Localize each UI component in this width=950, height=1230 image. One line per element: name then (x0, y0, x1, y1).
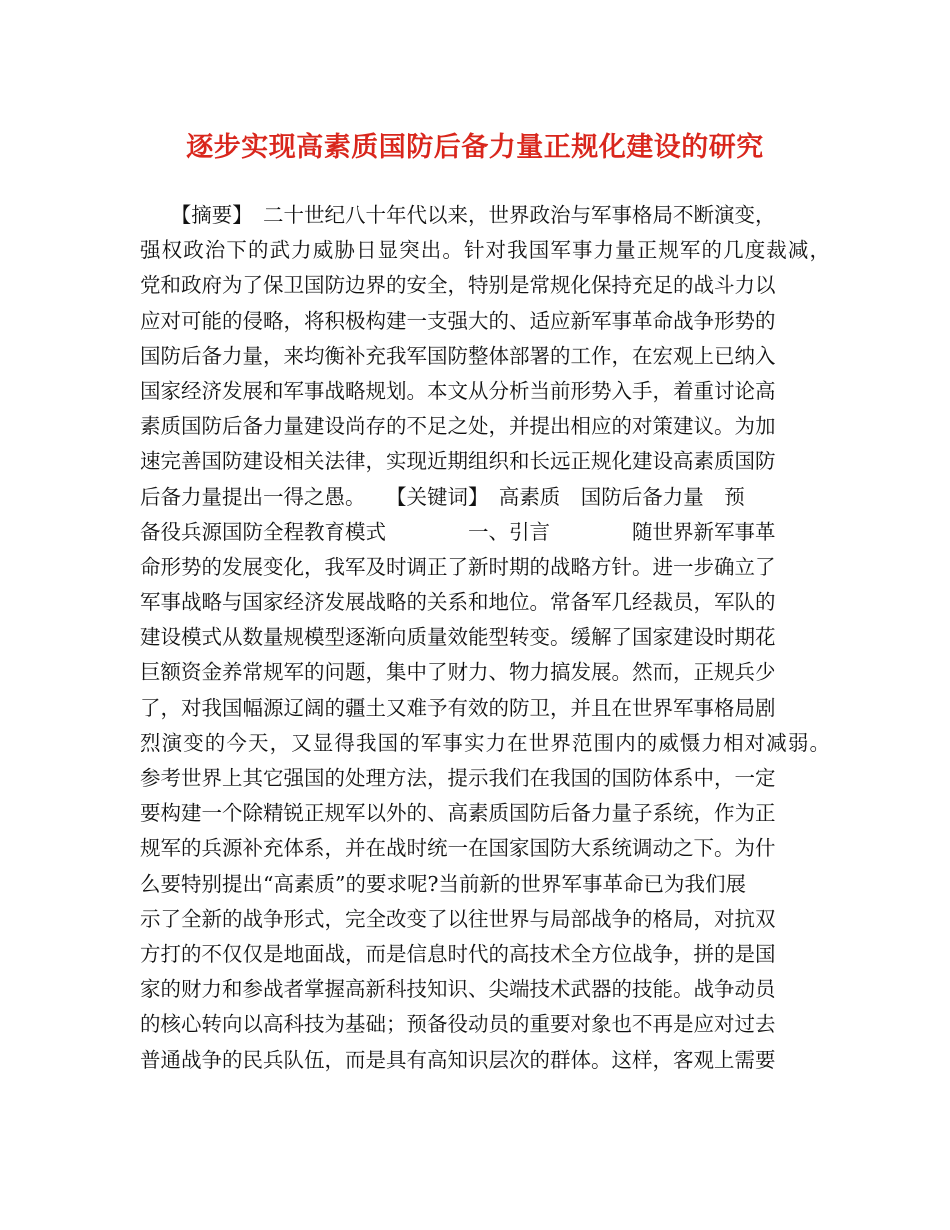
body-line: 国家经济发展和军事战略规划。本文从分析当前形势入手，着重讨论高 (140, 378, 776, 403)
body-line: 后备力量提出一得之愚。 【关键词】 高素质 国防后备力量 预 (140, 484, 745, 509)
body-line: 要构建一个除精锐正规军以外的、高素质国防后备力量子系统，作为正 (140, 801, 776, 826)
body-line: 规军的兵源补充体系，并在战时统一在国家国防大系统调动之下。为什 (140, 836, 776, 861)
body-line: 的核心转向以高科技为基础；预备役动员的重要对象也不再是应对过去 (140, 1012, 776, 1037)
body-line: 方打的不仅仅是地面战，而是信息时代的高技术全方位战争，拼的是国 (140, 941, 776, 966)
body-line: 建设模式从数量规模型逐渐向质量效能型转变。缓解了国家建设时期花 (140, 625, 776, 650)
body-line: 强权政治下的武力威胁日显突出。针对我国军事力量正规军的几度裁减， (140, 238, 832, 263)
body-line: 应对可能的侵略，将积极构建一支强大的、适应新军事革命战争形势的 (140, 308, 776, 333)
body-line: 了，对我国幅源辽阔的疆土又难予有效的防卫，并且在世界军事格局剧 (140, 695, 776, 720)
body-line: 示了全新的战争形式，完全改变了以往世界与局部战争的格局，对抗双 (140, 906, 776, 931)
body-line: 参考世界上其它强国的处理方法，提示我们在我国的国防体系中，一定 (140, 766, 776, 790)
body-line: 【摘要】 二十世纪八十年代以来，世界政治与军事格局不断演变， (140, 203, 776, 227)
document-body (140, 198, 830, 1078)
body-line: 素质国防后备力量建设尚存的不足之处，并提出相应的对策建议。为加 (140, 414, 776, 439)
body-line: 巨额资金养常规军的问题，集中了财力、物力搞发展。然而，正规兵少 (140, 660, 776, 685)
body-line: 家的财力和参战者掌握高新科技知识、尖端技术武器的技能。战争动员 (140, 977, 776, 1002)
body-line: 备役兵源国防全程教育模式 一、引言 随世界新军事革 (140, 519, 776, 544)
document-title: 逐步实现高素质国防后备力量正规化建设的研究 (186, 132, 764, 163)
body-line: 国防后备力量，来均衡补充我军国防整体部署的工作，在宏观上已纳入 (140, 343, 776, 368)
body-line: 普通战争的民兵队伍，而是具有高知识层次的群体。这样，客观上需要 (140, 1047, 776, 1072)
body-line: 烈演变的今天，又显得我国的军事实力在世界范围内的威慑力相对减弱。 (140, 730, 832, 755)
body-line: 命形势的发展变化，我军及时调正了新时期的战略方针。进一步确立了 (140, 554, 776, 579)
body-line: 么要特别提出“高素质”的要求呢?当前新的世界军事革命已为我们展 (140, 871, 746, 896)
body-line: 党和政府为了保卫国防边界的安全，特别是常规化保持充足的战斗力以 (140, 273, 776, 298)
body-line: 速完善国防建设相关法律，实现近期组织和长远正规化建设高素质国防 (140, 449, 776, 474)
body-line: 军事战略与国家经济发展战略的关系和地位。常备军几经裁员，军队的 (140, 590, 776, 615)
